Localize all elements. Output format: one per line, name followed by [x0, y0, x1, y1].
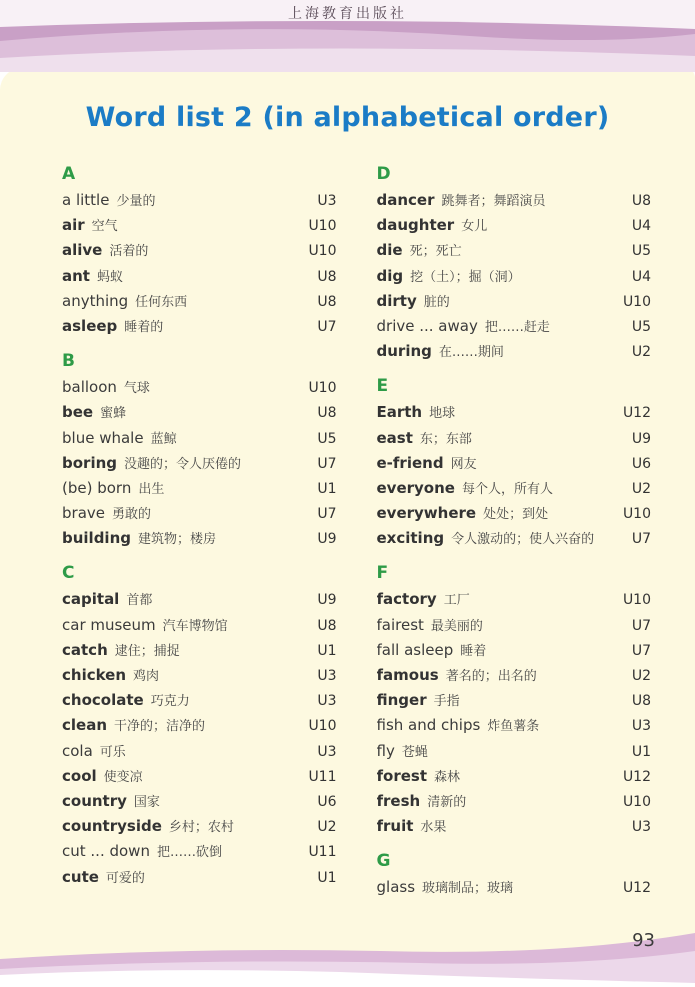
english-word: alive [62, 241, 103, 260]
entry-text [377, 313, 550, 340]
entry-text [62, 187, 155, 214]
word-entry [62, 525, 337, 550]
english-word: cola [62, 741, 93, 760]
unit-reference: U5 [631, 243, 651, 260]
english-word: cool [62, 766, 97, 785]
entry-text [62, 738, 126, 765]
english-word: everywhere [376, 504, 477, 523]
unit-reference: U10 [622, 506, 651, 523]
english-word: brave [62, 504, 105, 523]
word-entry [377, 475, 652, 500]
book-page [0, 68, 695, 983]
unit-reference: U5 [631, 318, 651, 335]
english-word: die [376, 241, 403, 260]
english-word: dancer [376, 191, 435, 209]
chinese-meaning: 脏的 [423, 294, 450, 310]
english-word: (be) born [62, 478, 132, 497]
entry-text [62, 313, 163, 340]
word-entry [377, 788, 652, 813]
unit-reference: U3 [317, 693, 337, 710]
word-entry [377, 187, 652, 212]
unit-reference: U3 [317, 743, 337, 760]
english-word: country [62, 791, 127, 810]
unit-reference: U7 [631, 531, 651, 548]
chinese-meaning: 处处；到处 [483, 507, 549, 523]
entry-text [377, 525, 595, 552]
chinese-meaning: 蜜蜂 [100, 406, 127, 422]
entry-text [377, 288, 450, 315]
unit-reference: U7 [317, 318, 337, 335]
entry-text [377, 788, 467, 815]
entry-text [377, 763, 461, 790]
entry-text [377, 813, 447, 840]
chinese-meaning: 每个人，所有人 [461, 481, 553, 497]
chinese-meaning: 少量的 [116, 194, 156, 209]
word-entry [377, 586, 652, 611]
word-entry [62, 212, 337, 237]
section-letter-E: E [376, 376, 389, 397]
english-word: factory [376, 590, 437, 609]
word-entry [62, 374, 337, 399]
word-entry [62, 788, 337, 813]
word-entry [62, 763, 337, 788]
unit-reference: U1 [317, 480, 337, 497]
entry-text [62, 788, 160, 815]
chinese-meaning: 建筑物；楼房 [138, 532, 217, 548]
unit-reference: U2 [317, 819, 337, 836]
chinese-meaning: 水果 [420, 820, 447, 836]
unit-reference: U9 [317, 531, 337, 548]
entry-text [377, 500, 549, 527]
unit-reference: U8 [317, 293, 337, 310]
entry-text [377, 399, 456, 426]
word-entry [377, 662, 652, 687]
word-entry [62, 288, 337, 313]
english-word: fairest [376, 615, 424, 634]
word-entry [377, 338, 652, 363]
chinese-meaning: 没趣的；令人厌倦的 [124, 456, 242, 472]
english-word: fruit [376, 817, 414, 836]
entry-text [377, 687, 460, 714]
word-entry [377, 874, 652, 899]
word-entry [377, 687, 652, 712]
chinese-meaning: 睡着 [460, 643, 487, 659]
chinese-meaning: 乡村；农村 [168, 820, 234, 836]
word-entry [377, 500, 652, 525]
unit-reference: U10 [308, 718, 337, 735]
unit-reference: U5 [317, 430, 337, 447]
unit-reference: U2 [631, 668, 651, 684]
bottom-decorative-band [0, 925, 695, 983]
english-word: cut ... down [62, 842, 150, 861]
unit-reference: U6 [317, 793, 337, 810]
unit-reference: U7 [317, 455, 337, 472]
entry-text [62, 612, 228, 639]
chinese-meaning: 任何东西 [135, 294, 188, 310]
english-word: famous [376, 666, 439, 684]
word-entry [377, 612, 652, 637]
word-entry [377, 712, 652, 737]
section-letter-B: B [62, 351, 75, 372]
entry-text [62, 586, 152, 613]
column-1 [62, 151, 337, 900]
chinese-meaning: 跳舞者；舞蹈演员 [441, 194, 546, 209]
entry-text [377, 263, 521, 290]
word-entry [62, 712, 337, 737]
unit-reference: U7 [631, 642, 651, 659]
section-letter-A: A [62, 164, 76, 184]
english-word: glass [376, 878, 416, 897]
unit-reference: U10 [622, 793, 651, 810]
chinese-meaning: 蚂蚁 [96, 269, 123, 285]
unit-reference: U8 [317, 268, 337, 285]
word-entry [62, 313, 337, 338]
english-word: bee [62, 403, 94, 422]
word-entry [377, 263, 652, 288]
chinese-meaning: 网友 [450, 456, 477, 472]
chinese-meaning: 东；东部 [419, 431, 472, 447]
word-entry [62, 813, 337, 838]
unit-reference: U8 [317, 405, 337, 422]
unit-reference: U7 [317, 506, 337, 523]
entry-text [62, 525, 216, 552]
word-entry [377, 525, 652, 550]
word-entry [377, 425, 652, 450]
chinese-meaning: 手指 [433, 694, 460, 710]
unit-reference: U10 [308, 218, 337, 235]
unit-reference: U8 [317, 617, 337, 634]
entry-text [377, 637, 487, 664]
chinese-meaning: 蓝鲸 [150, 431, 177, 447]
chinese-meaning: 巧克力 [150, 694, 190, 710]
entry-text [377, 425, 472, 452]
chinese-meaning: 清新的 [427, 794, 467, 810]
entry-text [62, 425, 177, 452]
word-entry [62, 612, 337, 637]
unit-reference: U1 [317, 869, 337, 886]
unit-reference: U7 [631, 617, 651, 634]
word-entry [377, 288, 652, 313]
word-entry [62, 475, 337, 500]
word-entry [377, 450, 652, 475]
unit-reference: U3 [631, 718, 651, 735]
english-word: blue whale [62, 428, 144, 447]
chinese-meaning: 可爱的 [105, 870, 145, 886]
entry-text [62, 450, 241, 477]
word-entry [377, 763, 652, 788]
entry-text [62, 374, 150, 401]
english-word: east [376, 428, 413, 447]
english-word: car museum [62, 615, 156, 634]
entry-text [377, 874, 514, 901]
entry-text [62, 399, 126, 426]
english-word: fish and chips [376, 716, 481, 735]
english-word: finger [376, 691, 427, 710]
english-word: catch [62, 640, 108, 659]
word-columns [0, 133, 695, 900]
entry-text [62, 712, 205, 739]
chinese-meaning: 出生 [138, 481, 165, 497]
chinese-meaning: 把……赶走 [484, 319, 550, 335]
chinese-meaning: 空气 [91, 219, 118, 235]
word-entry [62, 425, 337, 450]
entry-text [62, 500, 151, 527]
chinese-meaning: 死；死亡 [409, 244, 462, 260]
publisher-banner: 上海教育出版社 [288, 6, 407, 22]
english-word: balloon [62, 378, 117, 397]
unit-reference: U10 [308, 243, 337, 260]
entry-text [62, 475, 164, 502]
unit-reference: U10 [622, 592, 651, 609]
word-entry [377, 738, 652, 763]
chinese-meaning: 玻璃制品；玻璃 [422, 881, 514, 897]
english-word: chocolate [62, 691, 144, 710]
unit-reference: U1 [317, 642, 337, 659]
chinese-meaning: 挖（土）；掘（洞） [410, 269, 521, 285]
unit-reference: U9 [317, 592, 337, 609]
chinese-meaning: 女儿 [461, 219, 488, 235]
column-2 [377, 151, 652, 900]
entry-text [62, 864, 145, 891]
entry-text [62, 838, 222, 865]
chinese-meaning: 苍蝇 [401, 744, 428, 760]
chinese-meaning: 在……期间 [438, 345, 504, 361]
word-entry [62, 738, 337, 763]
section-letter-C: C [62, 563, 75, 584]
english-word: ant [62, 266, 90, 285]
unit-reference: U1 [631, 743, 651, 760]
unit-reference: U6 [631, 455, 651, 472]
word-entry [377, 237, 652, 262]
entry-text [62, 212, 118, 239]
unit-reference: U3 [317, 193, 337, 209]
english-word: exciting [376, 529, 445, 548]
entry-text [62, 288, 187, 315]
chinese-meaning: 最美丽的 [430, 618, 483, 634]
english-word: boring [62, 453, 117, 472]
chinese-meaning: 鸡肉 [133, 669, 160, 684]
entry-text [377, 586, 470, 613]
entry-text [377, 475, 553, 502]
word-entry [377, 212, 652, 237]
english-word: fall asleep [376, 640, 454, 659]
word-entry [377, 313, 652, 338]
word-entry [62, 687, 337, 712]
entry-text [377, 612, 483, 639]
word-entry [62, 662, 337, 687]
unit-reference: U8 [631, 693, 651, 710]
english-word: everyone [376, 478, 455, 497]
english-word: during [376, 342, 432, 361]
chinese-meaning: 逮住；捕捉 [114, 643, 180, 659]
chinese-meaning: 气球 [123, 381, 150, 397]
unit-reference: U3 [631, 819, 651, 836]
chinese-meaning: 把……砍倒 [156, 845, 222, 861]
word-entry [62, 187, 337, 212]
section-letter-F: F [376, 563, 389, 584]
english-word: building [62, 529, 131, 548]
entry-text [62, 637, 180, 664]
section-letter-G: G [376, 851, 391, 872]
unit-reference: U2 [631, 480, 651, 497]
entry-text [377, 212, 488, 239]
unit-reference: U11 [308, 768, 337, 785]
entry-text [377, 237, 462, 264]
unit-reference: U12 [622, 405, 651, 422]
chinese-meaning: 著名的；出名的 [445, 669, 537, 684]
english-word: air [62, 216, 85, 235]
entry-text [377, 712, 540, 739]
chinese-meaning: 可乐 [99, 744, 126, 760]
unit-reference: U4 [631, 218, 651, 235]
word-entry [62, 500, 337, 525]
entry-text [62, 263, 123, 290]
english-word: asleep [62, 316, 118, 335]
entry-text [62, 813, 234, 840]
entry-text [62, 763, 143, 790]
unit-reference: U4 [631, 268, 651, 285]
chinese-meaning: 勇敢的 [112, 507, 152, 523]
chinese-meaning: 森林 [434, 769, 461, 785]
chinese-meaning: 国家 [133, 794, 160, 810]
english-word: forest [376, 766, 428, 785]
english-word: a little [62, 191, 110, 209]
unit-reference: U3 [317, 668, 337, 684]
word-entry [62, 637, 337, 662]
english-word: fresh [376, 791, 421, 810]
english-word: chicken [62, 666, 127, 684]
word-entry [377, 399, 652, 424]
unit-reference: U2 [631, 344, 651, 361]
entry-text [377, 338, 504, 365]
entry-text [62, 687, 190, 714]
page-title: Word list 2 (in alphabetical order) [85, 102, 610, 133]
english-word: dig [376, 266, 404, 285]
chinese-meaning: 令人激动的；使人兴奋的 [451, 532, 595, 548]
chinese-meaning: 活着的 [109, 244, 149, 260]
entry-text [377, 187, 546, 214]
entry-text [62, 662, 159, 689]
english-word: clean [62, 716, 108, 735]
english-word: daughter [376, 216, 455, 235]
english-word: anything [62, 291, 129, 310]
chinese-meaning: 干净的；洁净的 [114, 719, 206, 735]
english-word: countryside [62, 817, 162, 836]
unit-reference: U8 [631, 193, 651, 209]
word-entry [62, 586, 337, 611]
word-entry [62, 399, 337, 424]
entry-text [62, 237, 148, 264]
chinese-meaning: 工厂 [443, 593, 470, 609]
chinese-meaning: 使变凉 [103, 769, 143, 785]
unit-reference: U12 [622, 880, 651, 897]
word-entry [62, 864, 337, 889]
word-entry [62, 263, 337, 288]
entry-text [377, 662, 537, 689]
unit-reference: U9 [631, 430, 651, 447]
chinese-meaning: 睡着的 [124, 319, 164, 335]
word-entry [377, 813, 652, 838]
section-letter-D: D [376, 164, 391, 184]
english-word: dirty [376, 291, 417, 310]
entry-text [377, 450, 477, 477]
page-number: 93 [632, 930, 655, 951]
english-word: fly [376, 741, 395, 760]
chinese-meaning: 地球 [429, 406, 456, 422]
english-word: drive ... away [376, 316, 478, 335]
unit-reference: U10 [308, 380, 337, 397]
english-word: capital [62, 590, 120, 609]
unit-reference: U10 [622, 293, 651, 310]
english-word: Earth [376, 403, 423, 422]
word-entry [62, 237, 337, 262]
unit-reference: U12 [622, 768, 651, 785]
chinese-meaning: 炸鱼薯条 [487, 719, 540, 735]
english-word: e-friend [376, 453, 444, 472]
unit-reference: U11 [308, 844, 337, 861]
word-entry [62, 838, 337, 863]
chinese-meaning: 汽车博物馆 [162, 618, 228, 634]
word-entry [377, 637, 652, 662]
word-entry [62, 450, 337, 475]
entry-text [377, 738, 428, 765]
chinese-meaning: 首都 [126, 593, 153, 609]
bottom-band-waves [0, 925, 695, 983]
english-word: cute [62, 867, 99, 886]
